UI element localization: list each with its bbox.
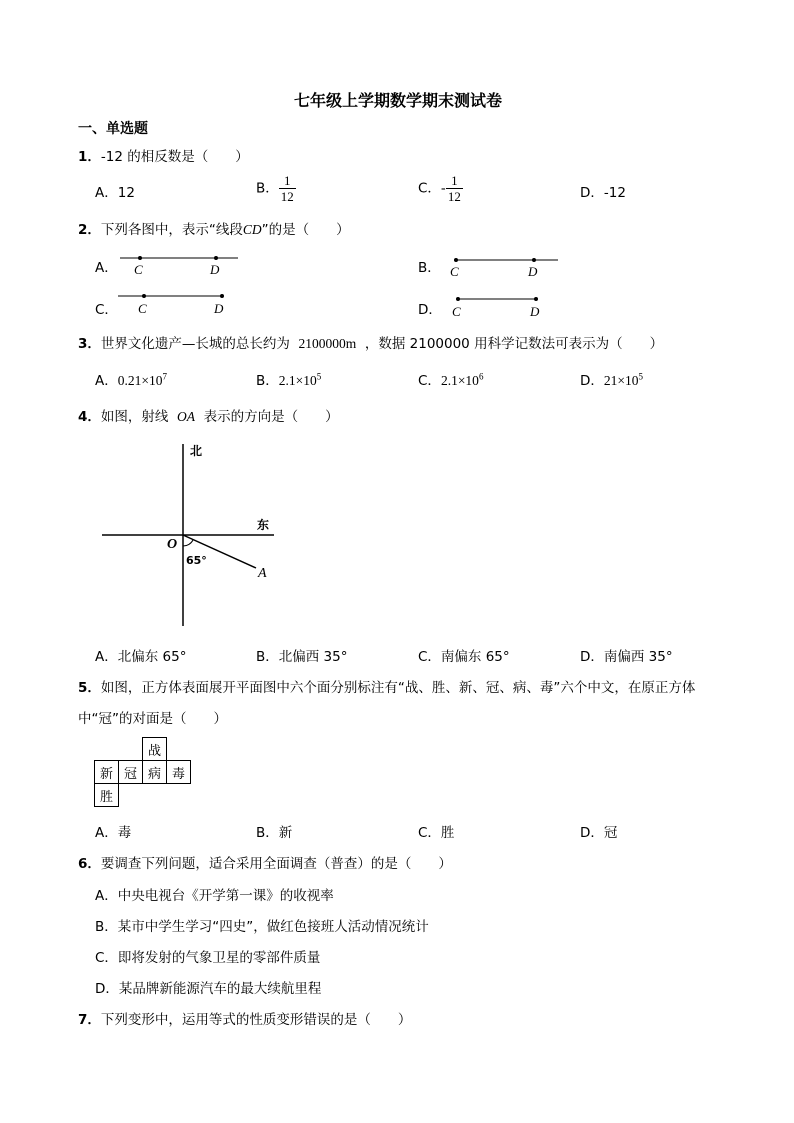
ray-label: OA [177,409,195,424]
question-text: 表示的方向是（ ） [203,409,339,425]
option-a: A． [95,260,118,276]
option-c [418,173,463,204]
question-1 [78,145,249,165]
option-d: D．某品牌新能源汽车的最大续航里程 [95,981,322,997]
option-c: C．南偏东 65° [418,649,510,665]
segment-label: CD [242,222,262,237]
option-d: D．$21\times 10^5$ [580,371,644,389]
question-7 [78,1008,411,1028]
option-c: C．胜 [418,825,455,841]
question-text: ”的是（ ） [261,222,350,238]
question-5 [78,676,695,696]
option-label: B． [256,180,279,197]
option-c: C．即将发射的气象卫星的零部件质量 [95,950,321,966]
question-text: 下列变形中，运用等式的性质变形错误的是（ ） [100,1012,412,1028]
fraction: $\frac{1}{12}$ [447,173,461,204]
segment-figure-a [118,250,240,276]
option-b [256,173,296,204]
angle-label: 65° [186,554,207,567]
length-value: 2100000m [298,336,357,351]
net-cell: 毒 [167,761,191,784]
question-number: 1． [78,149,101,165]
svg-text:D: D [530,304,540,319]
svg-text:D: D [210,262,220,276]
option-a: A．12 [95,185,135,201]
svg-text:C: C [452,304,461,319]
net-cell: 冠 [119,761,143,784]
question-number: 2． [78,222,101,238]
net-cell: 胜 [95,784,119,807]
question-text: 要调查下列问题，适合采用全面调查（普查）的是（ ） [100,856,452,872]
option-a: A．中央电视台《开学第一课》的收视率 [95,888,334,904]
option-b: B．新 [256,825,293,841]
question-4 [78,405,339,425]
option-d: D．-12 [580,185,626,201]
svg-text:C: C [134,262,143,276]
net-cell: 新 [95,761,119,784]
question-3 [78,332,663,352]
question-text: 如图，正方体表面展开平面图中六个面分别标注有“战、胜、新、冠、病、毒”六个中文，在原正方体 [100,680,696,696]
option-b: B． [418,260,441,276]
question-6 [78,852,452,872]
question-text: 如图，射线 [100,409,169,425]
page-title: 七年级上学期数学期末测试卷 [294,91,503,110]
option-b: B．北偏西 35° [256,649,348,665]
question-text: -12 的相反数是（ ） [100,149,249,165]
svg-text:C: C [450,264,459,278]
question-2 [78,218,350,238]
segment-figure-c [116,288,230,316]
fraction: $\frac{1}{12}$ [280,173,294,204]
east-label: 东 [257,518,270,532]
option-a: A．$0.21\times 10^7$ [95,371,167,389]
section-heading: 一、单选题 [78,121,148,137]
svg-text:C: C [138,301,147,316]
segment-figure-d [450,291,546,319]
north-label: 北 [190,444,203,458]
option-d: D．冠 [580,825,618,841]
option-d: D． [418,302,442,318]
svg-text:D: D [528,264,538,278]
question-number: 7． [78,1012,101,1028]
net-cell: 病 [143,761,167,784]
option-a: A．北偏东 65° [95,649,187,665]
question-text: ，数据 2100000 用科学记数法可表示为（ ） [364,336,664,352]
ray-end-label: A [258,566,267,581]
question-number: 6． [78,856,101,872]
net-cell: 战 [143,738,167,761]
question-5-line2: 中“冠”的对面是（ ） [78,711,227,727]
option-label: C．- [418,180,446,197]
option-c: C． [95,302,118,318]
question-text: 世界文化遗产—长城的总长约为 [100,336,290,352]
question-number: 3． [78,336,101,352]
option-d: D．南偏西 35° [580,649,673,665]
origin-label: O [167,537,178,552]
option-a: A．毒 [95,825,132,841]
question-text: 下列各图中，表示“线段 [100,222,243,238]
question-number: 5． [78,680,101,696]
question-number: 4． [78,409,101,425]
option-b: B．$2.1\times 10^5$ [256,371,322,389]
option-c: C．$2.1\times 10^6$ [418,371,484,389]
svg-text:D: D [214,301,224,316]
segment-figure-b [446,252,560,278]
direction-diagram [96,440,286,630]
cube-net [94,737,191,807]
option-b: B．某市中学生学习“四史”，做红色接班人活动情况统计 [95,919,429,935]
